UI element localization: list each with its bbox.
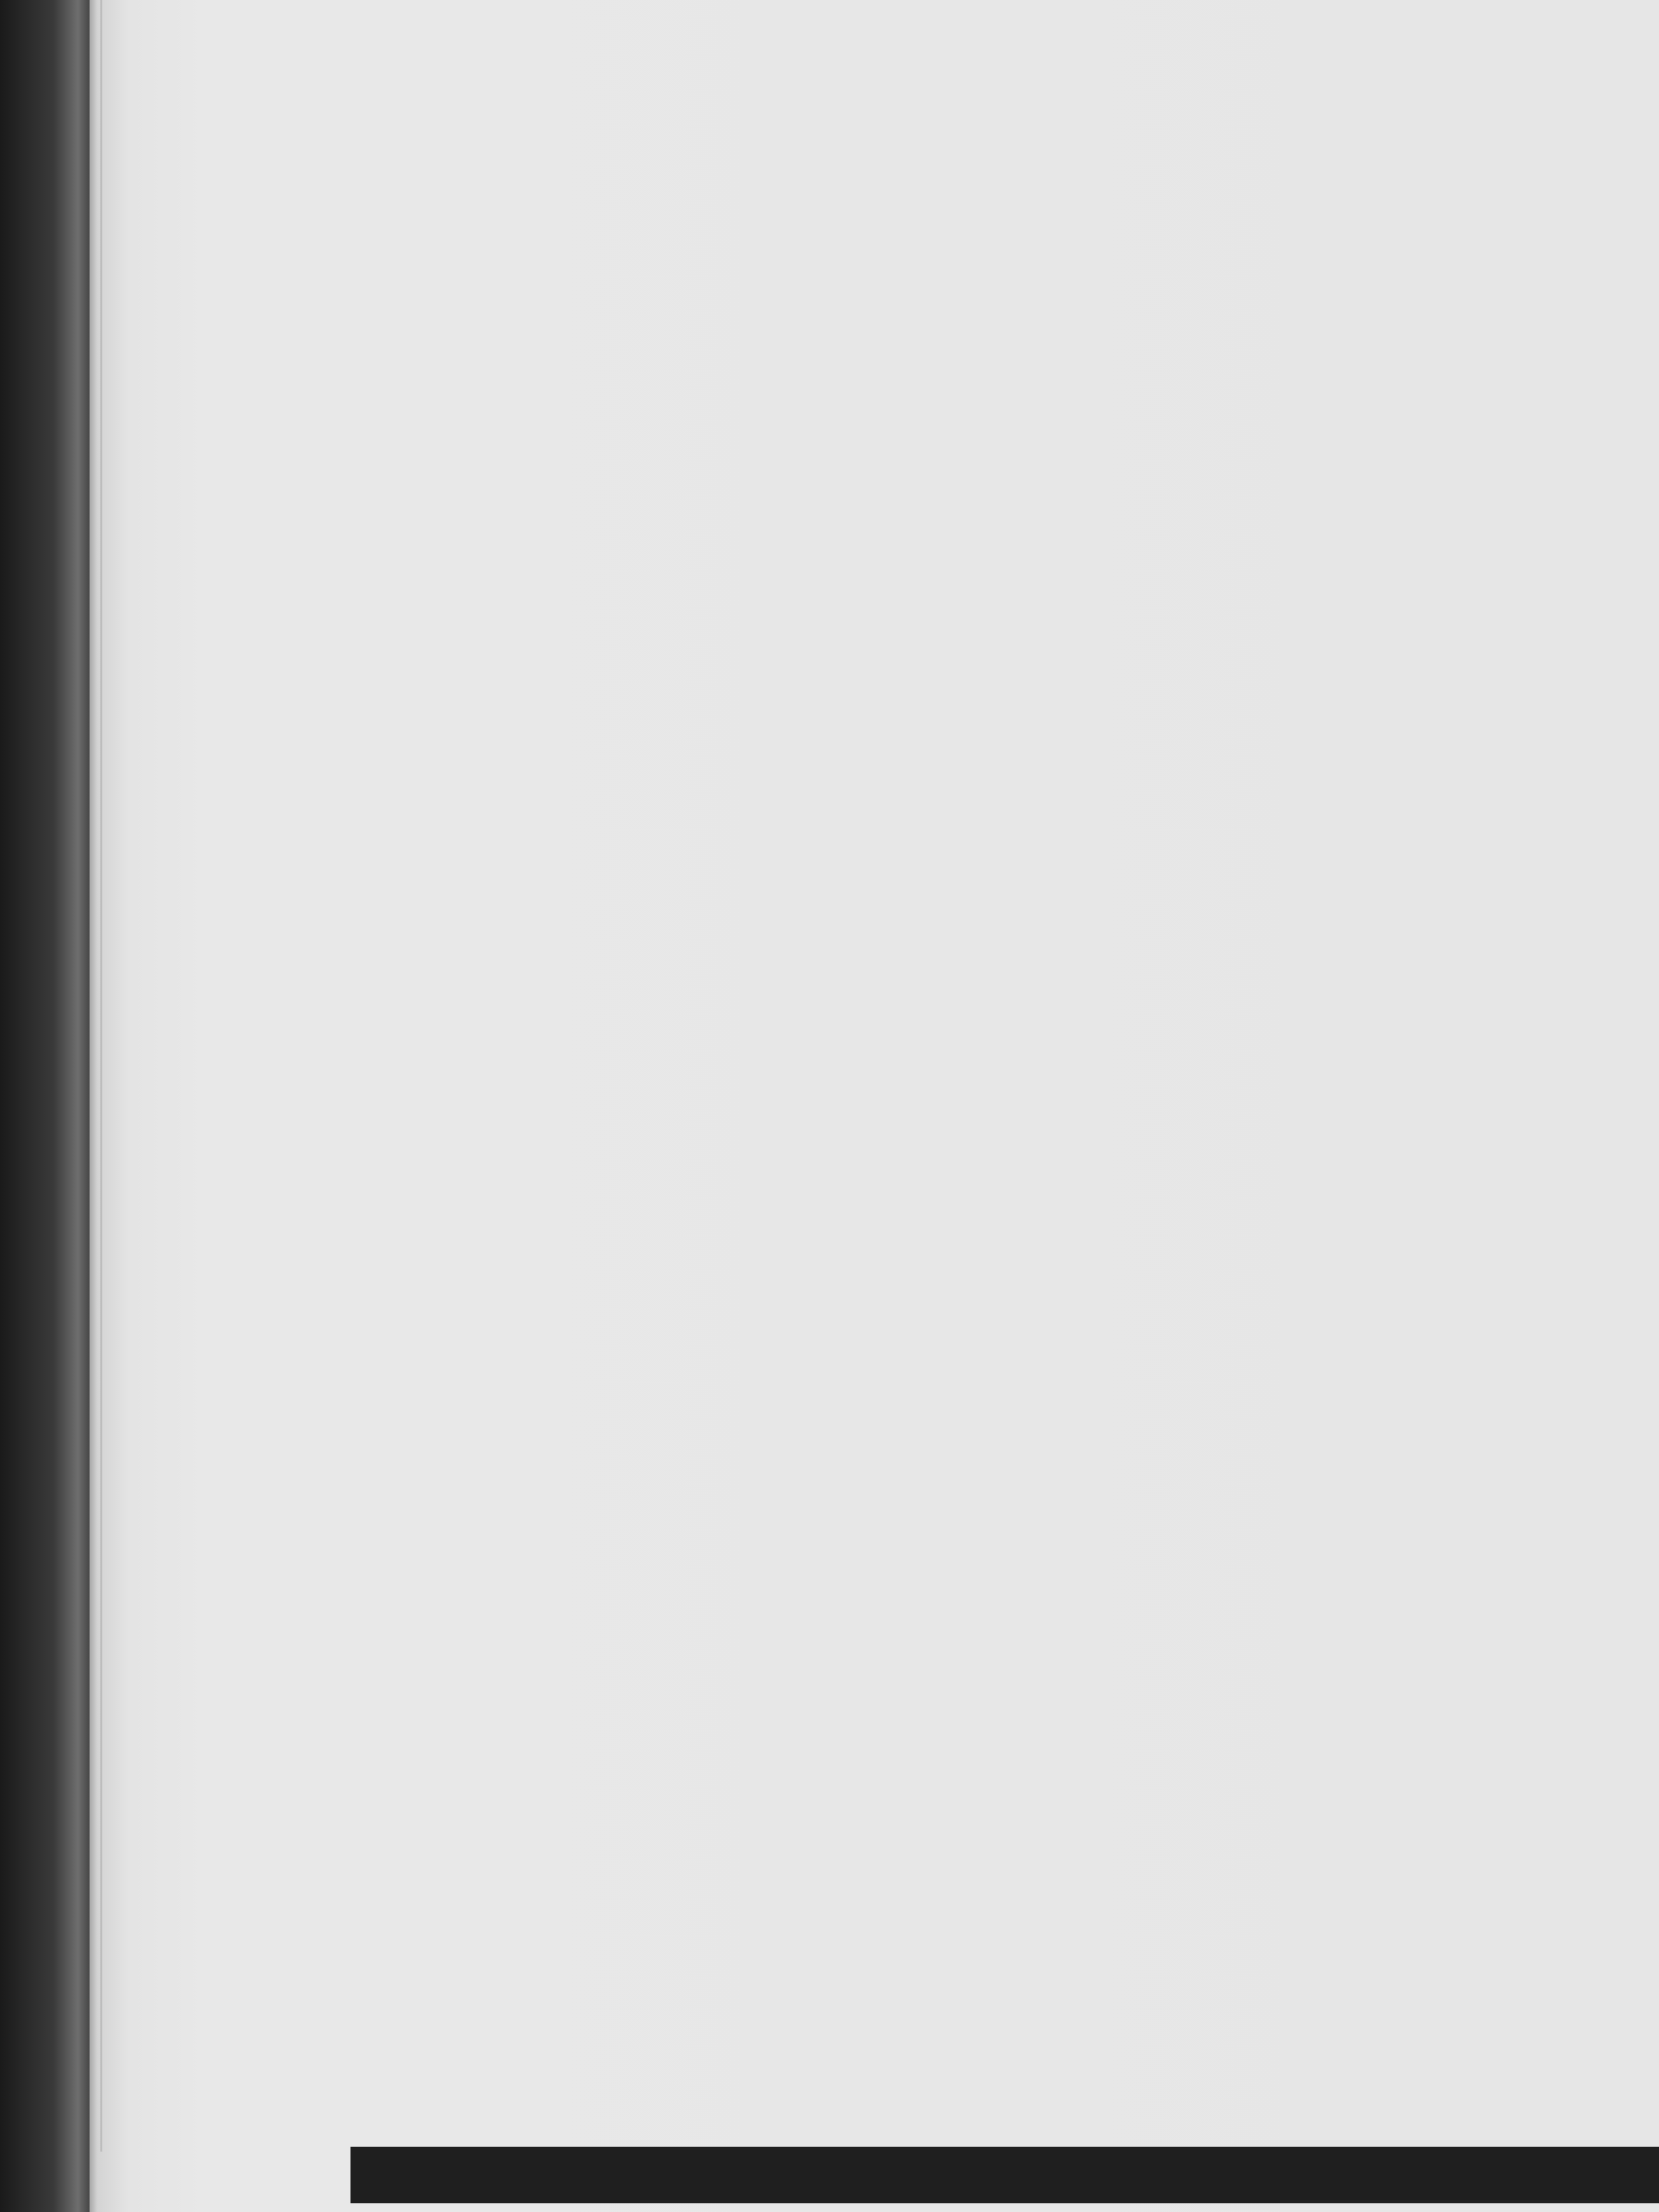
- margin-rule: [100, 0, 102, 2152]
- show-through-text: [759, 19, 1655, 2113]
- spine-shadow: [0, 0, 97, 2212]
- watermark: [0, 2189, 370, 2212]
- table-of-contents: [349, 25, 1614, 61]
- study-guide-note: [350, 2147, 1659, 2203]
